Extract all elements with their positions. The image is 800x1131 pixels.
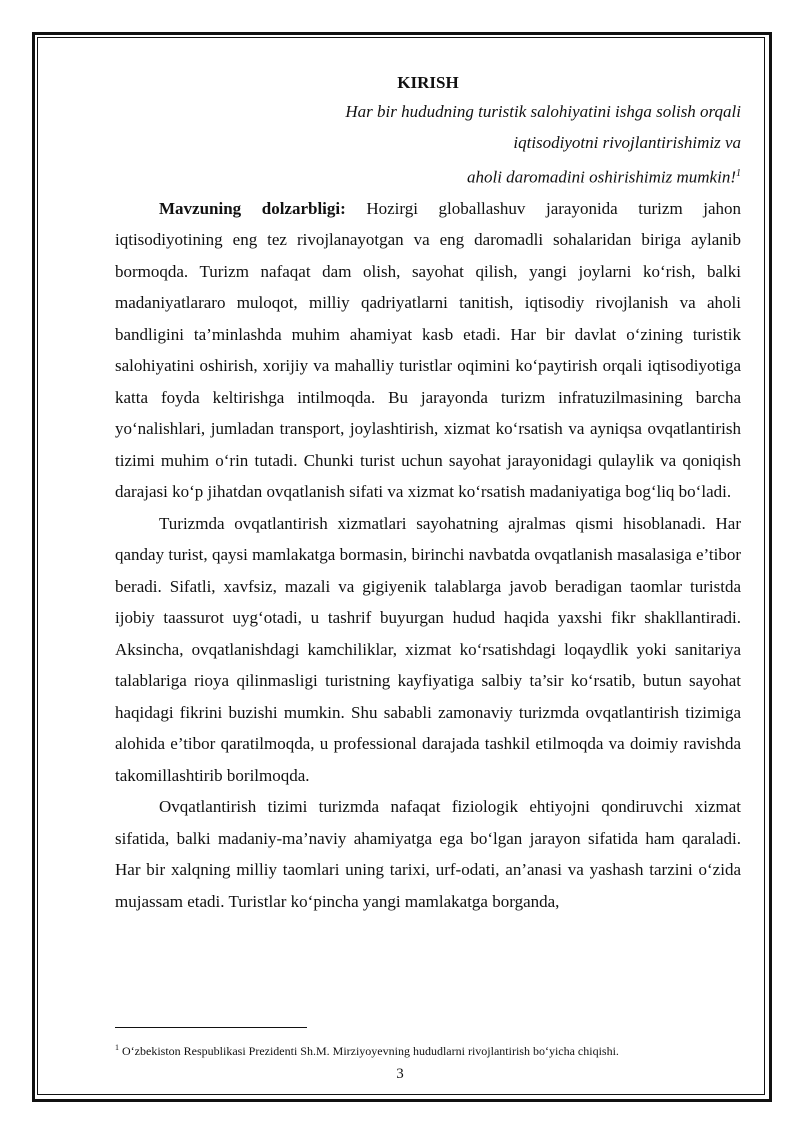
- paragraph-text: Hozirgi globallashuv jarayonida turizm jahon iqtisodiyotining eng tez rivojlanayotgan va eng daromadli sohalaridan biriga aylanib bormoqda. Turizm nafaqat dam olish, sayohat qilish, yangi joylarni ko‘rish, balki madaniyatlararo muloqot, milliy qadriyatlarni tanitish, iqtisodiy rivojlanish va aholi bandligini ta’minlashda muhim ahamiyat kasb etadi. Har bir davlat o‘zining turistik salohiyatini oshirish, xorijiy va mahalliy turistlar oqimini ko‘paytirish orqali iqtisodiyotiga katta foyda keltirishga intilmoqda. Bu jarayonda turizm infratuzilmasining barcha yo‘nalishlari, jumladan transport, joylashtirish, xizmat ko‘rsatish va ayniqsa ovqatlantirish tizimi muhim o‘rin tutadi. Chunki turist uchun sayohat jarayonidagi qulaylik va qoniqish darajasi ko‘p jihatdan ovqatlanish sifati va xizmat ko‘rsatish madaniyatiga bog‘liq bo‘ladi.: [115, 198, 741, 502]
- footnote-text: O‘zbekiston Respublikasi Prezidenti Sh.M. Mirziyoyevning hududlarni rivojlantirish bo‘yicha chiqishi.: [119, 1044, 619, 1058]
- section-title: KIRISH: [397, 73, 459, 92]
- paragraph-catering: Turizmda ovqatlantirish xizmatlari sayohatning ajralmas qismi hisoblanadi. Har qanday turist, qaysi mamlakatga bormasin, birinchi navbatda ovqatlanish masalasiga e’tibor beradi. Sifatli, xavfsiz, mazali va gigiyenik talablarga javob beradigan taomlar turistda ijobiy taassurot uyg‘otadi, u tashrif buyurgan hudud haqida yaxshi fikr shakllantiradi. Aksincha, ovqatlanishdagi kamchiliklar, xizmat ko‘rsatishdagi loqaydlik yoki sanitariya talablariga rioya qilinmasligi turistning kayfiyatiga salbiy ta’sir ko‘rsatib, butun sayohat haqidagi fikrini buzishi mumkin. Shu sababli zamonaviy turizmda ovqatlantirish tizimiga alohida e’tibor qaratilmoqda, u professional darajada tashkil etilmoqda va doimiy ravishda takomillashtirib borilmoqda.: [115, 513, 741, 785]
- paragraph-culture: Ovqatlantirish tizimi turizmda nafaqat fiziologik ehtiyojni qondiruvchi xizmat sifatida, balki madaniy-ma’naviy ahamiyatga ega bo‘lgan jarayon sifatida ham qaraladi. Har bir xalqning milliy taomlari uning tarixi, urf-odati, an’anasi va yashash tarzini o‘zida mujassam etadi. Turistlar ko‘pincha yangi mamlakatga borganda,: [115, 797, 741, 911]
- footnote: [115, 1040, 741, 1059]
- epigraph: [115, 96, 741, 193]
- page-content: [115, 68, 741, 917]
- epigraph-line: Har bir hududning turistik salohiyatini ishga solish orqali: [345, 102, 741, 121]
- epigraph-line: [115, 158, 741, 193]
- footnote-separator: [115, 1027, 307, 1028]
- paragraph-lead: Mavzuning dolzarbligi:: [159, 198, 346, 218]
- page-number: 3: [396, 1066, 404, 1082]
- epigraph-line-text: aholi daromadini oshirishimiz mumkin!: [466, 167, 736, 187]
- paragraph-relevance: [115, 193, 741, 508]
- footnote-ref[interactable]: 1: [736, 168, 741, 179]
- epigraph-line: iqtisodiyotni rivojlantirishimiz va: [513, 133, 741, 152]
- footnote-marker: 1: [115, 1043, 119, 1052]
